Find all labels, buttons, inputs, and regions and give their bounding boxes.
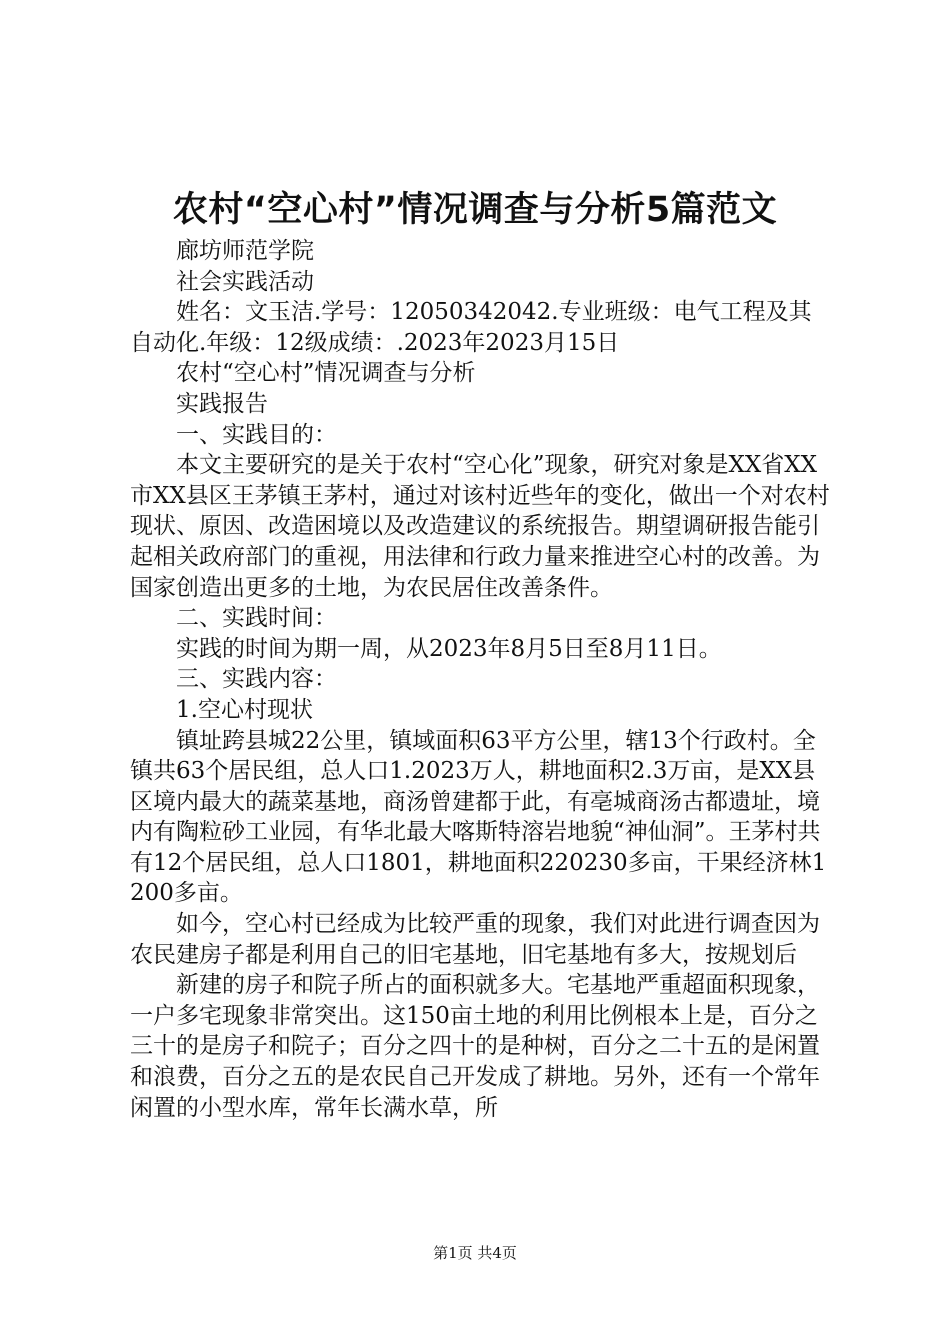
paragraph-activity: 社会实践活动 xyxy=(176,268,314,295)
paragraph-report-title: 农村“空心村”情况调查与分析 xyxy=(176,360,476,387)
paragraph-student-info: 姓名：文玉洁.学号：12050342042.专业班级：电气工程及其自动化.年级：12级成绩：.2023年2023月15日 xyxy=(130,299,812,356)
section-heading-time: 二、实践时间： xyxy=(176,605,337,632)
paragraph-time: 实践的时间为期一周，从2023年8月5日至8月11日。 xyxy=(176,635,722,662)
subsection-heading-status: 1.空心村现状 xyxy=(176,696,313,723)
section-heading-content: 三、实践内容： xyxy=(176,666,337,693)
page-footer: 第1页 共4页 xyxy=(433,1244,517,1262)
paragraph-land-use: 新建的房子和院子所占的面积就多大。宅基地严重超面积现象，一户多宅现象非常突出。这150亩土地的利用比例根本上是，百分之三十的是房子和院子；百分之四十的是种树，百分之二十五的是闲置和浪费，百分之五的是农民自己开发成了耕地。另外，还有一个常年闲置的小型水库，常年长满水草，所 xyxy=(130,972,820,1121)
paragraph-school: 廊坊师范学院 xyxy=(176,238,314,264)
section-heading-purpose: 一、实践目的： xyxy=(176,421,337,448)
document-body xyxy=(130,236,830,1123)
page-title: 农村“空心村”情况调查与分析5篇范文 xyxy=(172,190,778,230)
paragraph-investigation: 如今，空心村已经成为比较严重的现象，我们对此进行调查因为农民建房子都是利用自己的旧宅基地，旧宅基地有多大，按规划后 xyxy=(130,911,820,968)
paragraph-town-overview: 镇址跨县城22公里，镇域面积63平方公里，辖13个行政村。全镇共63个居民组，总人口1.2023万人，耕地面积2.3万亩，是XX县区境内最大的蔬菜基地，商汤曾建都于此，有亳城商汤古都遗址，境内有陶粒砂工业园，有华北最大喀斯特溶岩地貌“神仙洞”。王茅村共有12个居民组，总人口1801，耕地面积220230多亩，干果经济林1200多亩。 xyxy=(130,727,827,907)
paragraph-purpose: 本文主要研究的是关于农村“空心化”现象，研究对象是XX省XX市XX县区王茅镇王茅村，通过对该村近些年的变化，做出一个对农村现状、原因、改造困境以及改造建议的系统报告。期望调研报告能引起相关政府部门的重视，用法律和行政力量来推进空心村的改善。为国家创造出更多的土地，为农民居住改善条件。 xyxy=(130,452,830,601)
paragraph-report-label: 实践报告 xyxy=(176,390,268,417)
